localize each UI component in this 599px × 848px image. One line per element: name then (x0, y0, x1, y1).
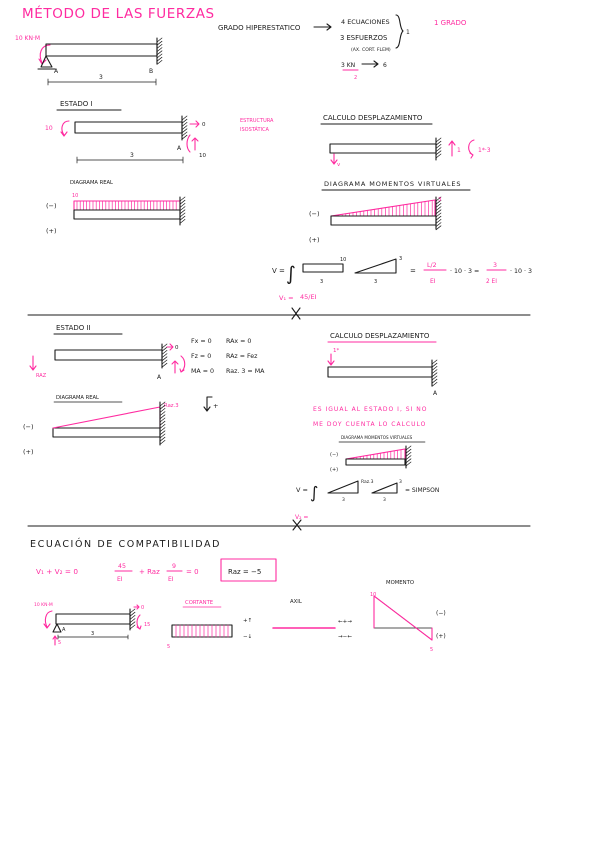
real-diagram-value: 10 (72, 193, 79, 199)
real-diagram-heading: DIAGRAMA REAL (56, 395, 99, 401)
sign-positive: (+) (330, 467, 339, 473)
triangle-length-label: 3 (374, 279, 378, 285)
reaction-h-label: 0 (141, 605, 145, 611)
moment-value-left: 10 (370, 592, 377, 598)
equilibrium-condition: MA = 0 (191, 368, 215, 375)
real-diagram-heading: DIAGRAMA REAL (70, 180, 113, 186)
unit-load-label: 1 (457, 147, 461, 154)
reaction-v-label: 10 (199, 153, 206, 159)
plus-redundant: + Raz (139, 568, 160, 576)
result-value: Raz = −5 (228, 568, 262, 576)
displacement-label: v (337, 162, 341, 168)
brace-result: 1 (406, 29, 410, 36)
compatibility-heading: ECUACIÓN DE COMPATIBILIDAD (30, 539, 222, 550)
fraction-1-numerator: L/2 (427, 262, 437, 269)
triangle-1-length-label: 3 (342, 498, 345, 503)
integral-rhs: = SIMPSON (405, 487, 440, 494)
term-2-numerator: 9 (172, 563, 177, 570)
estado-1-heading: ESTADO I (60, 100, 93, 108)
moment-load-label: 10 KN·M (34, 603, 53, 608)
rect-height-label: 10 (340, 257, 347, 263)
term-1-numerator: 45 (118, 563, 127, 570)
triangle-2-length-label: 3 (383, 498, 386, 503)
compatibility-equation-text: V₁ + V₂ = 0 (36, 567, 78, 576)
equals-zero: = 0 (186, 568, 199, 576)
support-a-label: A (54, 68, 59, 75)
esfuerzos-detail: (AX. CORT. FLEM) (351, 48, 391, 53)
moment-load-label: 10 (45, 125, 53, 132)
triangle-1-height-label: Raz.3 (361, 480, 374, 485)
equilibrium-result: RAx = 0 (226, 338, 252, 345)
reaction-h-label: 0 (175, 345, 179, 351)
support-a-label: A (62, 627, 66, 633)
real-diagram-value: Raz.3 (164, 403, 179, 409)
sign-positive: (+) (23, 448, 34, 456)
page-title: MÉTODO DE LAS FUERZAS (22, 6, 215, 22)
support-label: A (157, 374, 162, 381)
integral-lhs: V = (272, 267, 285, 275)
same-as-state-note-line-2: ME DOY CUENTA LO CALCULO (313, 421, 427, 428)
support-label: A (433, 390, 438, 397)
rect-length-label: 3 (320, 279, 324, 285)
support-b-label: B (149, 68, 154, 75)
rotation-sign-label: + (213, 402, 219, 410)
equilibrium-condition: Fz = 0 (191, 353, 212, 360)
moment-sign-positive: (+) (436, 633, 446, 640)
moment-sign-negative: (−) (436, 610, 446, 617)
integral-lhs: V = (296, 486, 308, 494)
shear-value: 5 (167, 644, 171, 650)
triangle-2-height-label: 3 (399, 480, 402, 485)
grado-label: GRADO HIPERESTATICO (218, 24, 301, 32)
v2-label: V₂ = (295, 514, 309, 521)
conversion-to: 6 (383, 62, 387, 69)
virtual-diagram-heading: DIAGRAMA MOMENTOS VIRTUALES (324, 180, 462, 188)
calc-heading: CALCULO DESPLAZAMIENTO (323, 114, 423, 122)
shear-heading: CORTANTE (185, 600, 214, 606)
moment-heading: MOMENTO (386, 580, 415, 586)
fraction-2-numerator: 3 (493, 262, 498, 269)
integral-symbol: ∫ (310, 483, 319, 502)
fraction-1-denominator: EI (430, 278, 436, 285)
equilibrium-condition: Fx = 0 (191, 338, 212, 345)
reaction-moment-label: 15 (144, 622, 151, 628)
integral-symbol: ∫ (286, 263, 296, 285)
moment-value-right: 5 (430, 647, 434, 653)
v1-value: 45/EI (300, 293, 317, 301)
term-1-denominator: EI (117, 576, 123, 583)
esfuerzos-text: 3 ESFUERZOS (340, 34, 388, 42)
same-as-state-note-line-1: ES IGUAL AL ESTADO I, SI NO (313, 406, 428, 413)
sign-negative: (−) (330, 452, 339, 458)
axial-sign-positive: ←+→ (338, 619, 352, 625)
shear-sign-negative: −↓ (243, 634, 253, 640)
sign-negative: (−) (309, 210, 320, 218)
reaction-h-label: 0 (202, 122, 206, 128)
isostatic-note-line-1: ESTRUCTURA (240, 118, 274, 124)
equilibrium-result: RAz = Fez (226, 353, 258, 360)
conversion-note: 2 (354, 75, 358, 81)
span-label: 3 (91, 631, 95, 637)
span-label: 3 (99, 74, 103, 81)
triangle-height-label: 3 (399, 256, 403, 262)
axial-sign-negative: →−← (338, 634, 352, 640)
span-label: 3 (130, 152, 134, 159)
sign-positive: (+) (46, 227, 57, 235)
support-label: A (177, 145, 182, 152)
sign-positive: (+) (309, 236, 320, 244)
axial-heading: AXIL (290, 599, 302, 605)
integral-mid: · 10 · 3 = (450, 268, 480, 275)
sign-negative: (−) (23, 423, 34, 431)
conversion-from: 3 KN (341, 62, 356, 69)
virtual-diagram-heading: DIAGRAMA MOMENTOS VIRTUALES (341, 435, 413, 440)
unit-load-label: 1* (333, 348, 340, 354)
integral-tail: · 10 · 3 (510, 268, 533, 275)
estado-2-heading: ESTADO II (56, 324, 91, 332)
virtual-diagram-value: 3 (438, 197, 442, 203)
unit-moment-label: 1*·3 (478, 147, 491, 154)
reaction-v-label: 5 (58, 640, 62, 646)
calc-heading: CALCULO DESPLAZAMIENTO (330, 332, 430, 340)
equals-sign: = (410, 267, 416, 275)
shear-sign-positive: +↑ (243, 618, 253, 624)
equilibrium-result: Raz. 3 = MA (226, 368, 265, 375)
v1-label: V₁ = (279, 294, 294, 302)
term-2-denominator: EI (168, 576, 174, 583)
moment-load-label: 10 KN·M (15, 35, 41, 42)
grado-result: 1 GRADO (434, 19, 467, 27)
ecuaciones-text: 4 ECUACIONES (341, 18, 390, 26)
isostatic-note-line-2: ISOSTÁTICA (240, 127, 269, 133)
redundant-label: RAZ (36, 373, 47, 379)
sign-negative: (−) (46, 202, 57, 210)
fraction-2-denominator: 2 EI (486, 279, 497, 285)
